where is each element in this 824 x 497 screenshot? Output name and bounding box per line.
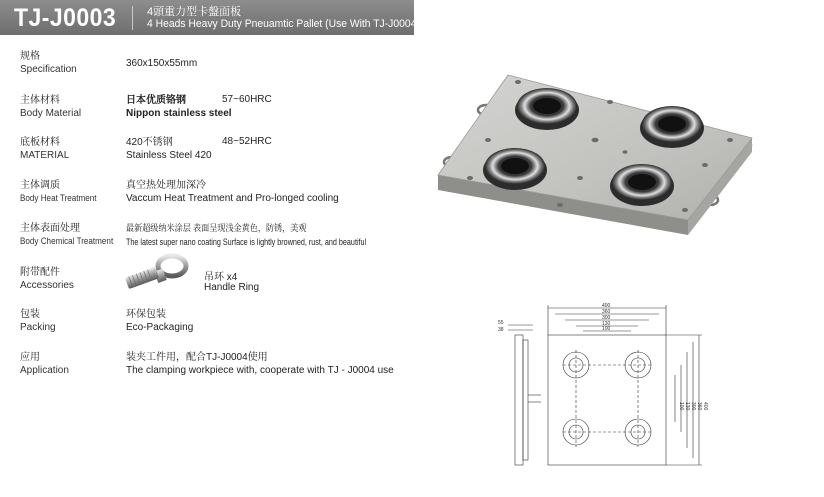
spec-label-packing: 包装 Packing <box>20 309 56 333</box>
spec-value-material-en: Stainless Steel 420 <box>126 150 212 161</box>
model-number: TJ-J0003 <box>14 4 117 32</box>
spec-value-specification: 360x150x55mm <box>126 58 198 69</box>
spec-value-body-material-en: Nippon stainless steel <box>126 108 232 119</box>
title-bar <box>0 0 420 35</box>
spec-value-application-cn: 装夹工件用，配合TJ-J0004使用 <box>126 352 268 363</box>
dim-left-55: 55 <box>498 320 504 326</box>
spec-value-heat-treatment-cn: 真空热处理加深冷 <box>126 180 206 191</box>
dim-side-360: 360 <box>696 402 702 411</box>
eye-bolt-image <box>120 252 192 292</box>
spec-label-application: 应用 Application <box>20 352 69 376</box>
dim-side-400: 400 <box>702 402 708 411</box>
spec-value-application-en: The clamping workpiece with, cooperate with TJ - J0004 use <box>126 365 394 376</box>
dim-top-400: 400 <box>602 303 611 309</box>
spec-value-chemical-treatment-cn: 最新超级纳米涂层 表面呈现浅金黄色，防锈，美观 <box>126 223 307 233</box>
spec-value-material-cn: 420不锈钢 <box>126 137 173 148</box>
spec-label-heat-treatment: 主体调质 Body Heat Treatment <box>20 180 97 203</box>
spec-value-accessories-cn: 吊环 x4 <box>204 272 238 283</box>
dim-top-300: 300 <box>602 315 611 321</box>
spec-label-chemical-treatment: 主体表面处理 Body Chemical Treatment <box>20 223 114 246</box>
title-chinese: 4頭重力型卡盤面板 <box>147 6 242 18</box>
dim-top-100: 100 <box>602 326 611 332</box>
dim-left-38: 38 <box>498 327 504 333</box>
spec-value-accessories-en: Handle Ring <box>204 282 260 293</box>
spec-value-chemical-treatment-en: The latest super nano coating Surface is lightly browned, rust, and beautiful <box>126 237 367 247</box>
spec-label-material: 底板材料 MATERIAL <box>20 137 70 161</box>
technical-drawing <box>493 300 708 470</box>
spec-label-body-material: 主体材料 Body Material <box>20 95 82 119</box>
spec-value-body-hardness: 57~60HRC <box>222 94 272 105</box>
dim-side-100: 100 <box>678 402 684 411</box>
title-english: 4 Heads Heavy Duty Pneuamtic Pallet (Use With TJ-J0004) <box>147 18 420 30</box>
spec-label-specification: 规格 Specification <box>20 51 77 75</box>
header-divider <box>132 6 133 30</box>
spec-value-packing-cn: 环保包装 <box>126 309 166 320</box>
spec-value-packing-en: Eco-Packaging <box>126 322 194 333</box>
dim-side-130: 130 <box>684 402 690 411</box>
pallet-product-image <box>430 60 770 235</box>
spec-label-accessories: 附带配件 Accessories <box>20 267 74 291</box>
spec-value-heat-treatment-en: Vaccum Heat Treatment and Pro-longed cooling <box>126 193 339 204</box>
dim-side-300: 300 <box>690 402 696 411</box>
dim-top-360: 360 <box>602 309 611 315</box>
spec-value-material-hardness: 48~52HRC <box>222 136 272 147</box>
spec-value-body-material-cn: 日本优质铬钢 <box>126 95 186 106</box>
dim-top-130: 130 <box>602 321 611 327</box>
